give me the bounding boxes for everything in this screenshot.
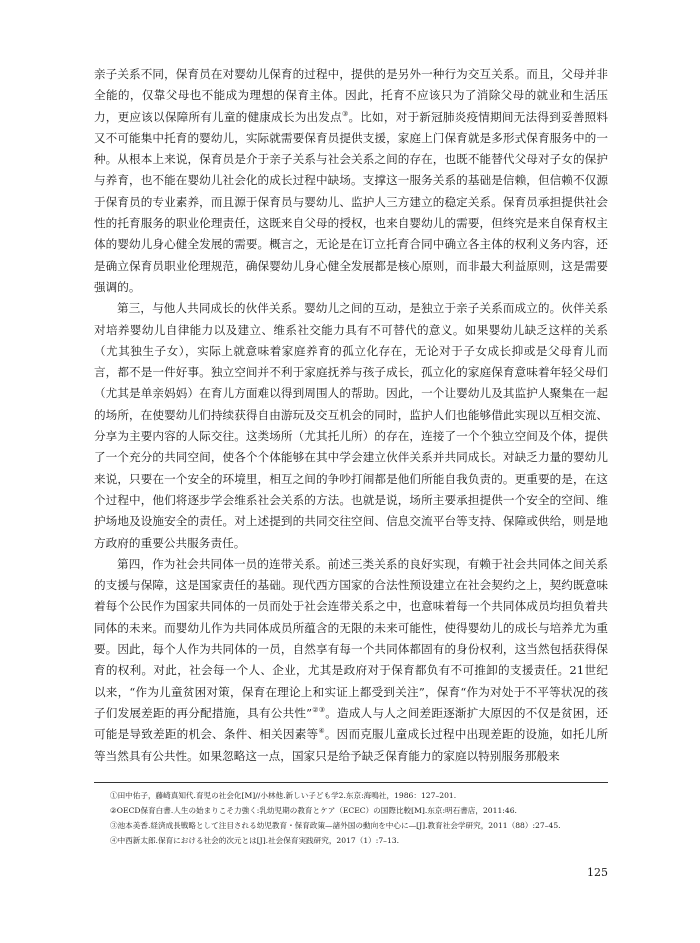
text-run: 。比如，对于新冠肺炎疫情期间无法得到妥善照料又不可能集中托育的婴幼儿，实际就需要保育员提供支援，家庭上门保育就是多形式保育服务中的一种。从根本上来说，保育员是介于亲子关系与社会关系之间的存在，也既不能替代父母对子女的保护与养育，也不能在婴幼儿社会化的成长过程中缺场。支撑这一服务关系的基础是信赖，但信赖不仅源于保育员的专业素养，而且源于保育员与婴幼儿、监护人三方建立的稳定关系。保育员承担提供社会性的托育服务的职业伦理责任，这既来自父母的授权，也来自婴幼儿的需要，但终究是来自保育权主体的婴幼儿身心健全发展的需要。概言之，无论是在订立托育合同中确立各主体的权利义务内容，还是确立保育员职业伦理规范，确保婴幼儿身心健全发展都是核心原则，而非最大利益原则，这是需要强调的。 (94, 109, 609, 294)
footnote-2: ②OECD保育白書.人生の始まりこそ力強く:乳幼児期の教育とケア（ECEC）の国際比較[M].东京:明石書店，2011:46. (110, 806, 517, 815)
paragraph-2 (94, 298, 608, 554)
body-text (94, 64, 608, 767)
paragraph-3 (94, 554, 608, 767)
footnote-1: ①田中佑子，藤崎真知代.育児の社会化[M]//小林他.新しい子ども学2.东京:海鳴社，1986：127–201. (110, 791, 457, 800)
footnote-3: ③池本美香.経済成長戦略として注目される幼児教育・保育政策—諸外国の動向を中心に—[J].教育社会学研究，2011（88）:27–45. (110, 821, 561, 830)
paragraph-1 (94, 64, 608, 298)
text-run: 。因而克服儿童成长过程中出现差距的设施，如托儿所等当然具有公共性。如果忽略这一点，国家只是给予缺乏保育能力的家庭以特别服务那般来 (94, 727, 609, 763)
text-run: 亲子关系不同，保育员在对婴幼儿保育的过程中，提供的是另外一种行为交互关系。而且，父母并非全能的，仅靠父母也不能成为理想的保育主体。因此，托育不应该只为了消除父母的就业和生活压力，更应该以保障所有儿童的健康成长为出发点 (94, 67, 608, 124)
text-run: 。造成人与人之间差距逐渐扩大原因的不仅是贫困，还可能是导致差距的机会、条件、相关因素等 (94, 705, 609, 742)
text-run: 第四，作为社会共同体一员的连带关系。前述三类关系的良好实现，有赖于社会共同体之间关系的支援与保障，这是国家责任的基础。现代西方国家的合法性预设建立在社会契约之上，契约既意味着每个公民作为国家共同体的一员而处于社会连带关系之中，也意味着每一个共同体成员均担负着共同体的未来。而婴幼儿作为共同体成员所蕴含的无限的未来可能性，使得婴幼儿的成长与培养尤为重要。因此，每个人作为共同体的一员，自然享有每一个共同体都固有的身份权利，这当然包括获得保育的权利。对此，社会每一个人、企业，尤其是政府对于保育都负有不可推卸的支援责任。21世纪以来，“作为儿童贫困对策，保育在理论上和实证上都受到关注”，保育“作为对处于不平等状况的孩子们发展差距的再分配措施，具有公共性” (94, 556, 608, 720)
footnote-marker[interactable]: ④ (318, 727, 325, 736)
footnote-marker[interactable]: ②③ (312, 706, 326, 715)
footnote-4: ④中西新太郎.保育における社会的次元とは[J].社会保育実践研究，2017（1）:7–13. (110, 836, 400, 845)
page-number: 125 (587, 866, 608, 879)
text-run: 第三，与他人共同成长的伙伴关系。婴幼儿之间的互动，是独立于亲子关系而成立的。伙伴关系对培养婴幼儿自律能力以及建立、维系社交能力具有不可替代的意义。如果婴幼儿缺乏这样的关系（尤其独生子女），实际上就意味着家庭养育的孤立化存在，无论对于子女成长抑或是父母育儿而言，都不是一件好事。独立空间并不利于家庭抚养与孩子成长，孤立化的家庭保育意味着年轻父母们（尤其是单亲妈妈）在育儿方面难以得到周围人的帮助。因此，一个让婴幼儿及其监护人聚集在一起的场所，在使婴幼儿们持续获得自由游玩及交互机会的同时，监护人们也能够借此实现以互相交流、分享为主要内容的人际交往。这类场所（尤其托儿所）的存在，连接了一个个独立空间及个体，提供了一个充分的共同空间，使各个个体能够在其中学会建立伙伴关系并共同成长。对缺乏力量的婴幼儿来说，只要在一个安全的环境里，相互之间的争吵打闹都是他们所能自我负责的。更重要的是，在这个过程中，他们将逐步学会维系社会关系的方法。也就是说，场所主要承担提供一个安全的空间、维护场地及设施安全的责任。对上述提到的共同交往空间、信息交流平台等支持、保障或供给，则是地方政府的重要公共服务责任。 (94, 301, 608, 550)
footnotes (94, 782, 608, 848)
footnote-marker[interactable]: ③ (341, 109, 349, 118)
